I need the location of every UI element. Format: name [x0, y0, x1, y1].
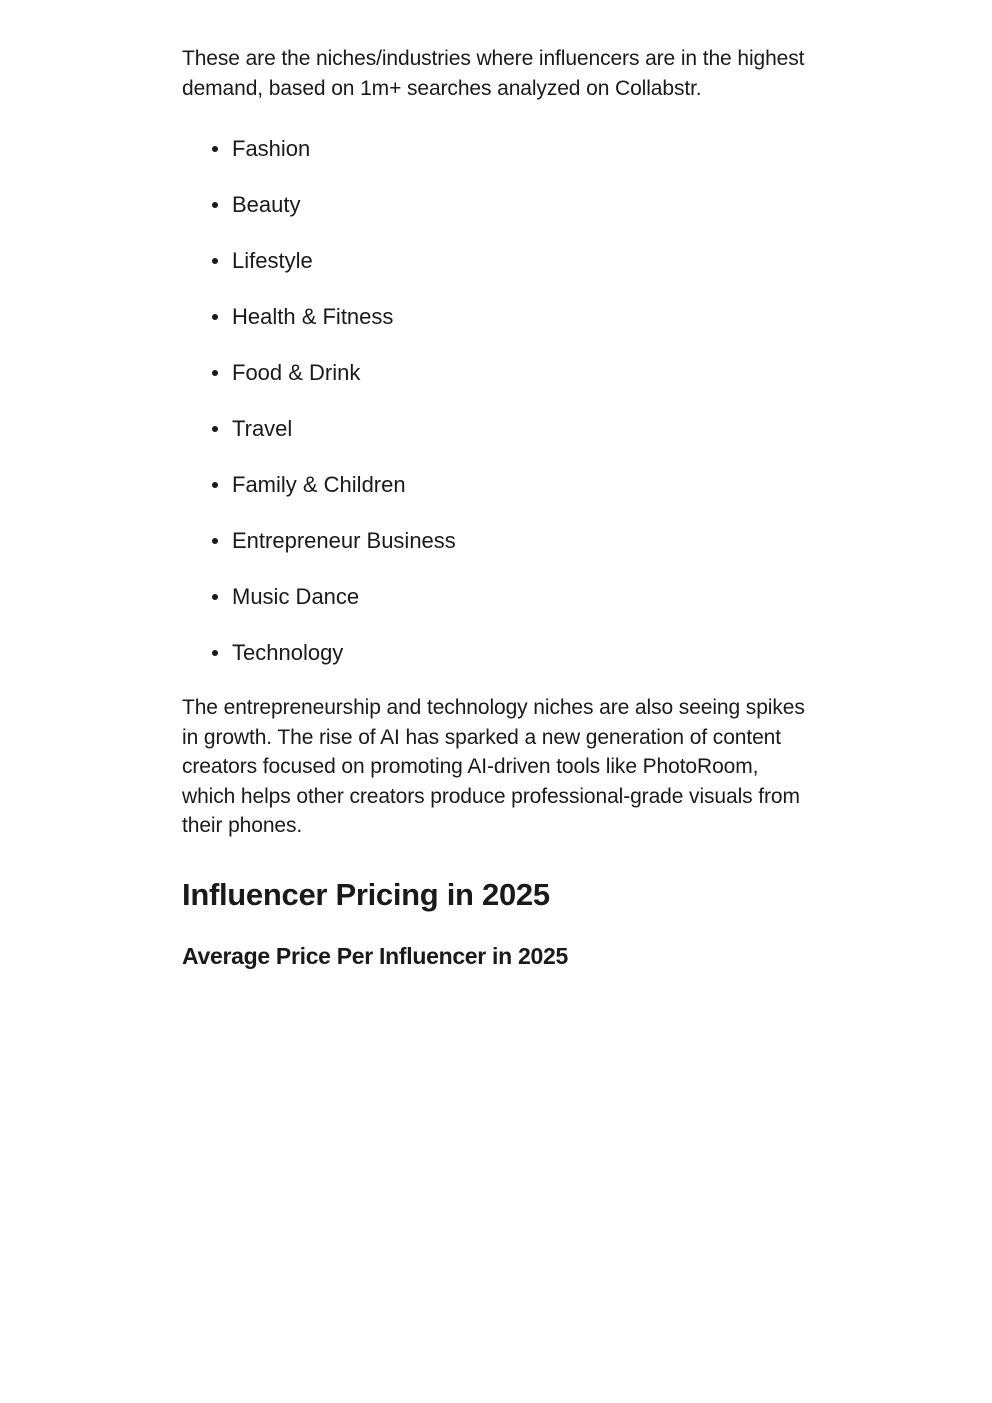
niche-label: Food & Drink [232, 360, 361, 385]
list-item [182, 289, 812, 345]
niche-list [182, 121, 812, 681]
niche-label: Health & Fitness [232, 304, 394, 329]
bullet-icon [212, 426, 218, 432]
list-item [182, 513, 812, 569]
intro-paragraph: These are the niches/industries where influencers are in the highest demand, based on 1m+ searches analyzed on Collabstr. [182, 47, 805, 100]
list-item [182, 177, 812, 233]
list-item [182, 345, 812, 401]
niche-label: Fashion [232, 136, 311, 161]
bullet-icon [212, 314, 218, 320]
list-item [182, 401, 812, 457]
list-item [182, 457, 812, 513]
bullet-icon [212, 594, 218, 600]
bullet-icon [212, 650, 218, 656]
niche-label: Technology [232, 640, 344, 665]
bullet-icon [212, 482, 218, 488]
bullet-icon [212, 146, 218, 152]
niche-label: Travel [232, 416, 293, 441]
niche-label: Lifestyle [232, 248, 313, 273]
list-item [182, 121, 812, 177]
bullet-icon [212, 370, 218, 376]
outro-paragraph: The entrepreneurship and technology niches are also seeing spikes in growth. The rise of AI has sparked a new generation of content creators focused on promoting AI-driven tools like PhotoRoom, which helps other creators produce professional-grade visuals from their phones. [182, 696, 805, 837]
niche-label: Family & Children [232, 472, 406, 497]
subsection-heading: Average Price Per Influencer in 2025 [182, 942, 568, 969]
list-item [182, 569, 812, 625]
section-heading: Influencer Pricing in 2025 [182, 876, 550, 912]
list-item [182, 625, 812, 681]
document-page [182, 44, 812, 971]
bullet-icon [212, 538, 218, 544]
bullet-icon [212, 202, 218, 208]
niche-label: Beauty [232, 192, 301, 217]
niche-label: Entrepreneur Business [232, 528, 456, 553]
list-item [182, 233, 812, 289]
niche-label: Music Dance [232, 584, 360, 609]
bullet-icon [212, 258, 218, 264]
